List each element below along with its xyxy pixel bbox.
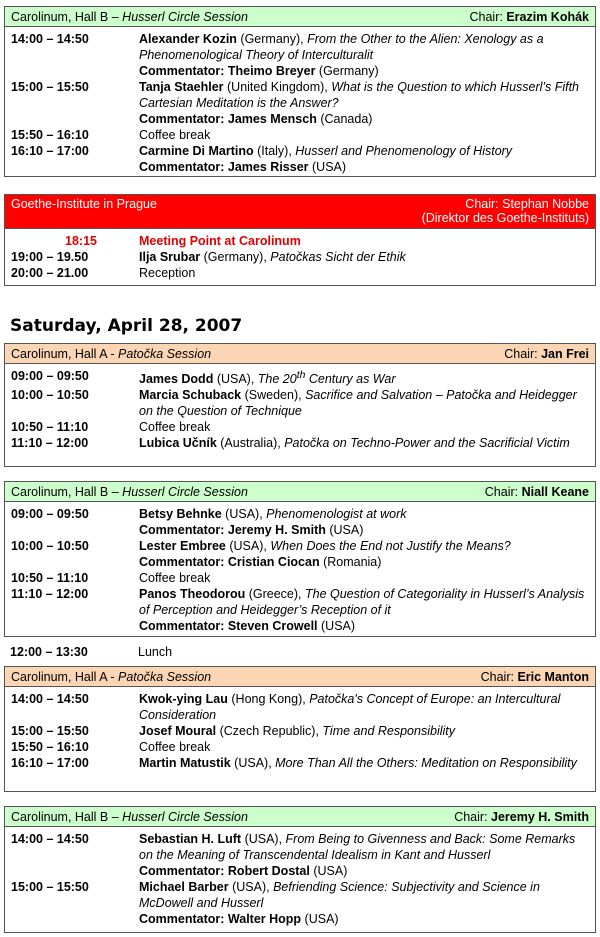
time-slot: 14:00 – 14:50 (11, 32, 89, 46)
talk-description (139, 586, 589, 634)
commentator: Theimo Breyer (227, 64, 316, 78)
separator: – (108, 9, 123, 24)
session-chair (470, 10, 590, 24)
session-chair (504, 347, 589, 361)
talk-description (139, 368, 589, 387)
session-rows (5, 27, 595, 179)
schedule-row (11, 419, 589, 435)
commentator-label: Commentator: (139, 619, 228, 633)
chair-label: Chair: (469, 9, 507, 24)
session-header (5, 7, 595, 27)
session-header (5, 482, 595, 502)
session-box-hall-a-1 (4, 343, 596, 467)
session-name: Husserl Circle Session (122, 809, 248, 824)
time-slot: 11:10 – 12:00 (11, 587, 89, 601)
session-location: Goethe-Institute in Prague (11, 197, 157, 211)
time-slot: 10:00 – 10:50 (11, 388, 89, 403)
session-chair (481, 670, 589, 684)
talk-title: Patočkas Sicht der Ethik (270, 250, 406, 264)
session-box-hall-a-2 (4, 666, 596, 792)
session-name: Husserl Circle Session (122, 484, 248, 499)
session-chair (485, 485, 589, 499)
speaker: Michael Barber (139, 880, 229, 894)
schedule-row (11, 127, 589, 143)
commentator-country: (Romania) (319, 555, 382, 569)
session-header (5, 667, 595, 687)
schedule-row (11, 570, 589, 586)
time-slot: 15:50 – 16:10 (11, 128, 89, 142)
time-slot: 19:00 – 19.50 (11, 250, 89, 264)
speaker: Ilja Srubar (139, 250, 201, 264)
time-slot: 11:10 – 12:00 (11, 436, 89, 451)
commentator-label: Commentator: (139, 555, 228, 569)
time-slot: 15:00 – 15:50 (11, 880, 89, 894)
title-part: The 20 (257, 372, 297, 387)
schedule-row (11, 435, 589, 451)
day-heading: Saturday, April 28, 2007 (10, 316, 243, 336)
schedule-row (11, 538, 589, 570)
schedule-row (11, 387, 589, 419)
schedule-row (11, 739, 589, 755)
speaker: Tanja Staehler (139, 80, 224, 94)
speaker-country: (USA), (228, 880, 274, 894)
chair-name: Jeremy H. Smith (491, 809, 589, 824)
location-text: Carolinum, Hall A (11, 346, 107, 361)
talk-title: Husserl and Phenomenology of History (295, 144, 513, 158)
speaker: Carmine Di Martino (139, 144, 254, 158)
commentator-country: (USA) (317, 619, 356, 633)
chair-label: Chair: (504, 346, 542, 361)
speaker: Marcia Schuback (139, 388, 242, 403)
chair-name: Niall Keane (521, 484, 589, 499)
talk-title: Sacrifice and Salvation – Patočka and Heidegger on the Question of Technique (139, 388, 577, 419)
session-header (5, 344, 595, 364)
commentator-label: Commentator: (139, 112, 228, 126)
location-text: Carolinum, Hall A (11, 669, 107, 684)
chair-name: Chair: Stephan Nobbe (465, 197, 589, 211)
time-slot: 14:00 – 14:50 (11, 832, 89, 846)
session-location (11, 670, 211, 684)
chair-name: Erazim Kohák (506, 9, 589, 24)
time-slot: 09:00 – 09:50 (11, 369, 89, 383)
talk-description (139, 435, 589, 451)
talk-title: From the Other to the Alien: Xenology as a Phenomenological Theory of Interculturalit (139, 32, 544, 62)
session-header (5, 807, 595, 827)
time-slot: 10:50 – 11:10 (11, 420, 89, 435)
speaker-country: (Hong Kong), (227, 692, 310, 706)
break-text: Coffee break (139, 740, 211, 754)
commentator-country: (USA) (309, 864, 348, 878)
speaker: Kwok-ying Lau (139, 692, 228, 706)
talk-description (139, 723, 589, 739)
talk-title: Phenomenologist at work (266, 507, 407, 521)
speaker: Lester Embree (139, 539, 226, 553)
session-rows (5, 502, 595, 638)
time-slot: 12:00 – 13:30 (10, 645, 88, 659)
time-slot: 18:15 (65, 234, 97, 248)
commentator-label: Commentator: (139, 64, 228, 78)
speaker-country: (United Kingdom), (223, 80, 332, 94)
commentator-country: (USA) (308, 160, 347, 174)
time-slot: 14:00 – 14:50 (11, 692, 89, 706)
talk-description (139, 31, 589, 79)
talk-description (139, 691, 589, 723)
speaker-country: (USA), (225, 539, 271, 553)
speaker-country: (Australia), (216, 436, 285, 451)
time-slot: 15:00 – 15:50 (11, 724, 89, 738)
separator: - (106, 346, 118, 361)
time-slot: 10:50 – 11:10 (11, 571, 89, 585)
separator: – (108, 484, 123, 499)
commentator: James Mensch (227, 112, 317, 126)
talk-title: Befriending Science: Subjectivity and Science in McDowell and Husserl (139, 880, 540, 910)
commentator-country: (Germany) (315, 64, 379, 78)
talk-description (139, 879, 589, 927)
break-text: Coffee break (139, 571, 211, 585)
speaker-country: (USA), (221, 507, 267, 521)
session-rows (5, 687, 595, 775)
session-location (11, 10, 248, 24)
session-chair (422, 197, 589, 225)
chair-label: Chair: (480, 669, 518, 684)
schedule-row (11, 879, 589, 927)
talk-description (139, 755, 589, 771)
chair-label: Chair: (484, 484, 522, 499)
title-superscript: th (296, 370, 306, 381)
commentator-country: (Canada) (316, 112, 373, 126)
session-rows (5, 229, 595, 285)
session-location (11, 485, 248, 499)
schedule-row (11, 233, 589, 249)
talk-title: What is the Question to which Husserl’s Fifth Cartesian Meditation is the Answer? (139, 80, 580, 110)
session-box-hall-b-3 (4, 806, 596, 933)
speaker: Sebastian H. Luft (139, 832, 242, 846)
speaker: Panos Theodorou (139, 587, 246, 601)
speaker: Josef Moural (139, 724, 217, 738)
time-slot: 10:00 – 10:50 (11, 539, 89, 553)
session-box-hall-b-2 (4, 481, 596, 637)
schedule-row (11, 723, 589, 739)
speaker-country: (Germany), (236, 32, 308, 46)
session-name: Patočka Session (117, 346, 212, 361)
talk-description (139, 249, 589, 265)
schedule-row (11, 506, 589, 538)
schedule-row (11, 265, 589, 281)
speaker: Betsy Behnke (139, 507, 222, 521)
commentator: Walter Hopp (227, 912, 302, 926)
schedule-row (11, 586, 589, 634)
schedule-row (11, 249, 589, 265)
session-name: Patočka Session (117, 669, 212, 684)
commentator: Jeremy H. Smith (227, 523, 326, 537)
talk-description (139, 538, 589, 570)
commentator-country: (USA) (325, 523, 364, 537)
talk-description (139, 79, 589, 127)
commentator: Cristian Ciocan (227, 555, 320, 569)
talk-description (139, 387, 589, 419)
separator: - (106, 669, 118, 684)
commentator-label: Commentator: (139, 864, 228, 878)
schedule-row (11, 79, 589, 127)
session-box-goethe (4, 194, 596, 286)
talk-title: Patočka on Techno-Power and the Sacrificial Victim (284, 436, 570, 451)
speaker-country: (Sweden), (241, 388, 306, 403)
chair-name: Jan Frei (541, 346, 589, 361)
location-text: Carolinum, Hall B (11, 9, 109, 24)
event-text: Meeting Point at Carolinum (139, 234, 301, 248)
talk-title: Patočka's Concept of Europe: an Intercultural Consideration (139, 692, 561, 722)
talk-description (139, 831, 589, 879)
talk-title: When Does the End not Justify the Means? (270, 539, 511, 553)
talk-title (258, 372, 396, 386)
schedule-row (11, 755, 589, 771)
chair-label: Chair: (454, 809, 492, 824)
schedule-row (11, 143, 589, 175)
session-rows (5, 827, 595, 931)
speaker: Lubica Učník (139, 436, 217, 451)
time-slot: 16:10 – 17:00 (11, 756, 89, 770)
speaker: Martin Matustik (139, 756, 231, 770)
location-text: Carolinum, Hall B (11, 809, 109, 824)
commentator: Robert Dostal (227, 864, 310, 878)
schedule-row (11, 691, 589, 723)
time-slot: 16:10 – 17:00 (11, 144, 89, 158)
commentator-label: Commentator: (139, 912, 228, 926)
speaker: Alexander Kozin (139, 32, 237, 46)
commentator: James Risser (227, 160, 309, 174)
speaker-country: (Germany), (200, 250, 271, 264)
commentator: Steven Crowell (227, 619, 318, 633)
schedule-row (11, 31, 589, 79)
speaker-country: (Greece), (245, 587, 305, 601)
session-location (11, 810, 248, 824)
separator: – (108, 809, 123, 824)
session-rows (5, 364, 595, 455)
talk-title: From Being to Givenness and Back: Some Remarks on the Meaning of Transcendental Idealism in Kant and Husserl (139, 832, 576, 862)
session-box-hall-b-1 (4, 6, 596, 177)
title-part: Century as War (305, 372, 396, 387)
talk-title: The Question of Categoriality in Husserl’s Analysis of Perception and Heidegger’s Reception of it (139, 587, 585, 617)
commentator-label: Commentator: (139, 160, 228, 174)
commentator-country: (USA) (301, 912, 339, 926)
chair-role: (Direktor des Goethe-Instituts) (421, 211, 589, 225)
speaker-country: (USA), (213, 372, 258, 387)
schedule-row (11, 831, 589, 879)
speaker-country: (USA), (230, 756, 276, 770)
talk-description (139, 506, 589, 538)
location-text: Carolinum, Hall B (11, 484, 109, 499)
break-text: Coffee break (139, 420, 211, 435)
schedule-row (11, 368, 589, 387)
time-slot: 09:00 – 09:50 (11, 507, 89, 521)
speaker-country: (Italy), (253, 144, 296, 158)
time-slot: 20:00 – 21.00 (11, 266, 89, 280)
chair-name: Eric Manton (517, 669, 589, 684)
commentator-label: Commentator: (139, 523, 228, 537)
time-slot: 15:00 – 15:50 (11, 80, 89, 94)
session-header (5, 195, 595, 229)
event-text: Lunch (138, 645, 173, 659)
speaker: James Dodd (139, 372, 214, 387)
time-slot: 15:50 – 16:10 (11, 740, 89, 754)
event-text: Reception (139, 266, 196, 280)
session-name: Husserl Circle Session (122, 9, 248, 24)
speaker-country: (Czech Republic), (216, 724, 323, 738)
speaker-country: (USA), (241, 832, 286, 846)
lunch-row (10, 644, 172, 660)
session-chair (454, 810, 589, 824)
session-location (11, 347, 211, 361)
break-text: Coffee break (139, 128, 211, 142)
talk-description (139, 143, 589, 175)
talk-title: Time and Responsibility (322, 724, 455, 738)
talk-title: More Than All the Others: Meditation on Responsibility (275, 756, 577, 770)
